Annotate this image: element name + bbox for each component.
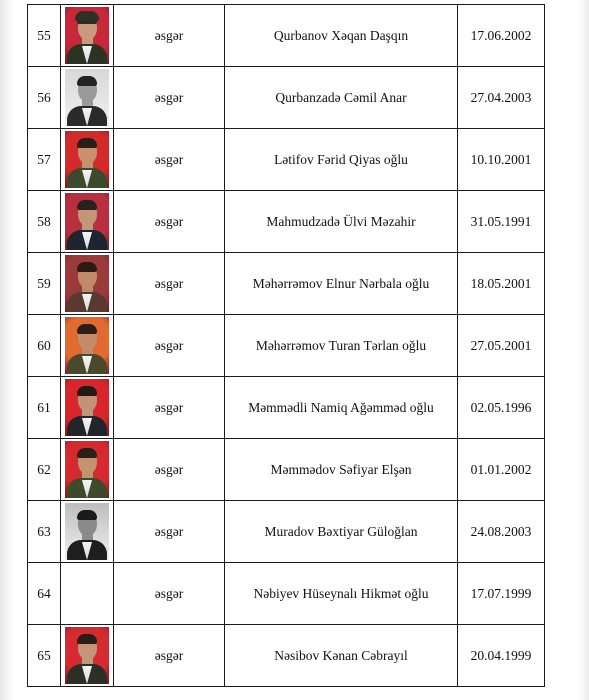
birth-date-cell: 10.10.2001 [458,129,545,191]
row-number: 65 [28,625,61,687]
table-row [28,315,545,377]
row-number: 57 [28,129,61,191]
rank-cell: əsgər [114,439,225,501]
roster-body [28,5,545,687]
page-left-edge [0,0,14,700]
table-row [28,625,545,687]
name-cell: Məmmədli Namiq Ağəmməd oğlu [225,377,458,439]
name-cell: Lətifov Fərid Qiyas oğlu [225,129,458,191]
photo-cell [61,563,114,625]
row-number: 61 [28,377,61,439]
row-number: 58 [28,191,61,253]
birth-date-cell: 24.08.2003 [458,501,545,563]
rank-cell: əsgər [114,191,225,253]
name-cell: Qurbanzadə Cəmil Anar [225,67,458,129]
portrait-photo [65,69,109,126]
name-cell: Nəbiyev Hüseynalı Hikmət oğlu [225,563,458,625]
page-right-edge [577,0,589,700]
rank-cell: əsgər [114,67,225,129]
roster-table [27,4,545,687]
row-number: 55 [28,5,61,67]
portrait-photo [65,7,109,64]
photo-cell [61,377,114,439]
table-row [28,501,545,563]
rank-cell: əsgər [114,377,225,439]
rank-cell: əsgər [114,253,225,315]
row-number: 63 [28,501,61,563]
name-cell: Muradov Bəxtiyar Güloğlan [225,501,458,563]
portrait-photo [65,193,109,250]
birth-date-cell: 18.05.2001 [458,253,545,315]
photo-cell [61,67,114,129]
row-number: 64 [28,563,61,625]
row-number: 59 [28,253,61,315]
portrait-photo [65,441,109,498]
birth-date-cell: 31.05.1991 [458,191,545,253]
rank-cell: əsgər [114,129,225,191]
row-number: 56 [28,67,61,129]
birth-date-cell: 17.07.1999 [458,563,545,625]
photo-cell [61,129,114,191]
table-row [28,5,545,67]
photo-cell [61,625,114,687]
photo-cell [61,501,114,563]
table-row [28,253,545,315]
photo-cell [61,253,114,315]
name-cell: Məhərrəmov Turan Tərlan oğlu [225,315,458,377]
rank-cell: əsgər [114,315,225,377]
portrait-photo [65,627,109,684]
birth-date-cell: 01.01.2002 [458,439,545,501]
table-row [28,439,545,501]
photo-cell [61,5,114,67]
name-cell: Məhərrəmov Elnur Nərbala oğlu [225,253,458,315]
portrait-photo [65,379,109,436]
table-row [28,191,545,253]
birth-date-cell: 20.04.1999 [458,625,545,687]
photo-cell [61,191,114,253]
portrait-photo [65,255,109,312]
table-row [28,67,545,129]
rank-cell: əsgər [114,625,225,687]
row-number: 60 [28,315,61,377]
rank-cell: əsgər [114,563,225,625]
birth-date-cell: 27.05.2001 [458,315,545,377]
photo-cell [61,439,114,501]
row-number: 62 [28,439,61,501]
name-cell: Məmmədov Səfiyar Elşən [225,439,458,501]
name-cell: Mahmudzadə Ülvi Məzahir [225,191,458,253]
table-row [28,377,545,439]
portrait-photo [65,503,109,560]
name-cell: Qurbanov Xəqan Daşqın [225,5,458,67]
name-cell: Nəsibov Kənan Cəbrayıl [225,625,458,687]
photo-cell [61,315,114,377]
birth-date-cell: 02.05.1996 [458,377,545,439]
rank-cell: əsgər [114,501,225,563]
portrait-photo [65,131,109,188]
birth-date-cell: 27.04.2003 [458,67,545,129]
portrait-photo [65,317,109,374]
table-row [28,129,545,191]
rank-cell: əsgər [114,5,225,67]
table-row [28,563,545,625]
birth-date-cell: 17.06.2002 [458,5,545,67]
